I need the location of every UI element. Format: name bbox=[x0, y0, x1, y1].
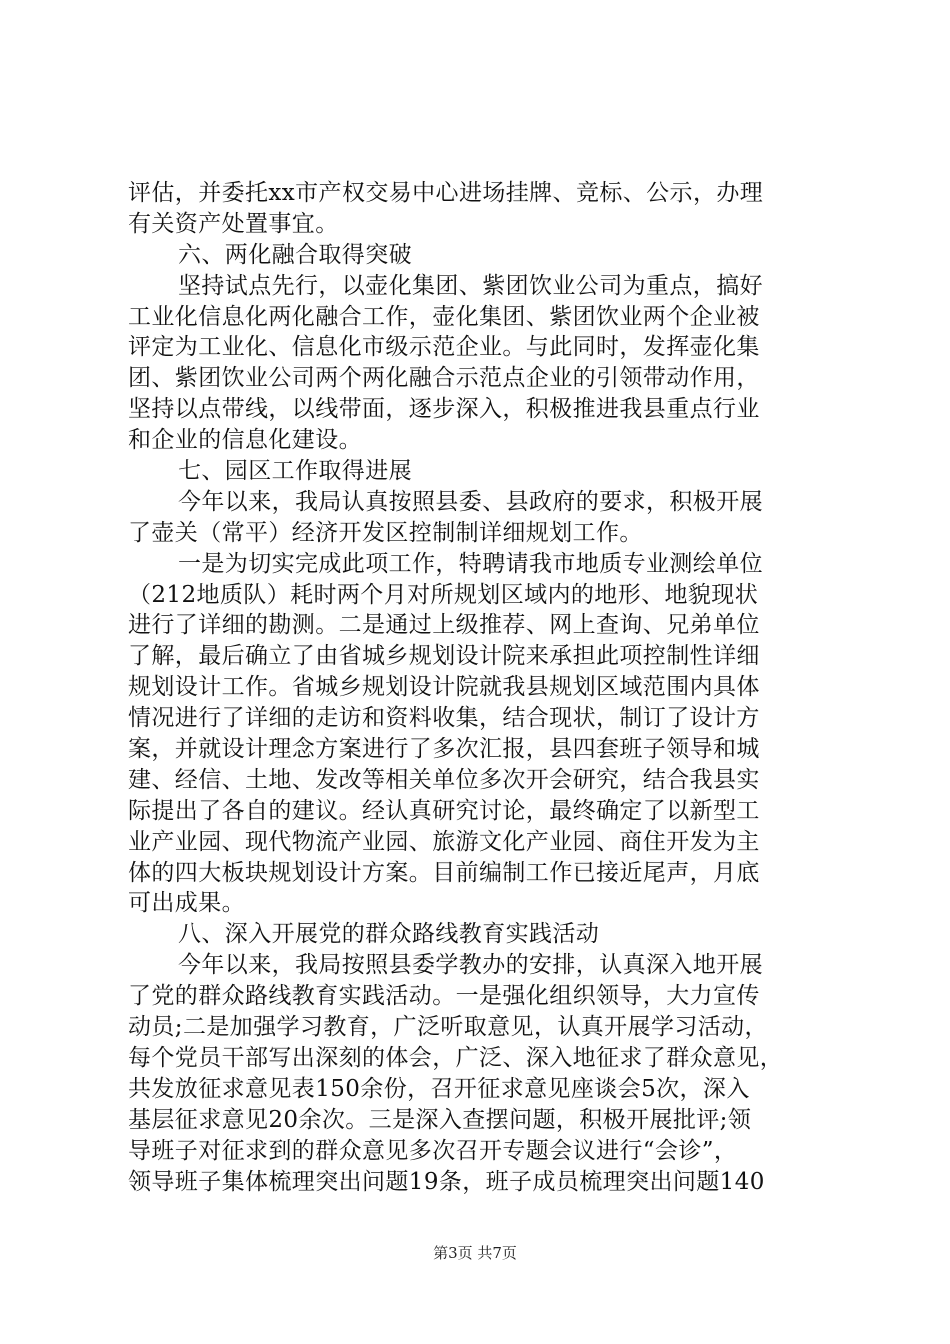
section-heading: 六、两化融合取得突破 bbox=[178, 241, 412, 268]
text-line: 规划设计工作。省城乡规划设计院就我县规划区域范围内具体 bbox=[128, 674, 760, 701]
text-line: 了壶关（常平）经济开发区控制制详细规划工作。 bbox=[128, 519, 643, 546]
text-line: 坚持以点带线，以线带面，逐步深入，积极推进我县重点行业 bbox=[128, 396, 760, 423]
text-line: 领导班子集体梳理突出问题19条，班子成员梳理突出问题140 bbox=[128, 1168, 765, 1195]
text-line: 基层征求意见20余次。三是深入查摆问题，积极开展批评;领 bbox=[128, 1106, 752, 1133]
text-line: 评定为工业化、信息化市级示范企业。与此同时，发挥壶化集 bbox=[128, 334, 760, 361]
text-line: 际提出了各自的建议。经认真研究讨论，最终确定了以新型工 bbox=[128, 797, 760, 824]
text-line: 导班子对征求到的群众意见多次召开专题会议进行“会诊”， bbox=[128, 1137, 738, 1164]
text-line: 今年以来，我局按照县委学教办的安排，认真深入地开展 bbox=[178, 952, 763, 979]
text-line: 动员;二是加强学习教育，广泛听取意见，认真开展学习活动， bbox=[128, 1014, 768, 1041]
text-line: 可出成果。 bbox=[128, 890, 245, 917]
text-line: 坚持试点先行，以壶化集团、紫团饮业公司为重点，搞好 bbox=[178, 272, 763, 299]
section-heading: 七、园区工作取得进展 bbox=[178, 458, 412, 485]
text-line: 一是为切实完成此项工作，特聘请我市地质专业测绘单位 bbox=[178, 550, 763, 577]
text-line: 有关资产处置事宜。 bbox=[128, 210, 339, 237]
text-line: 了党的群众路线教育实践活动。一是强化组织领导，大力宣传 bbox=[128, 983, 760, 1010]
text-line: （212地质队）耗时两个月对所规划区域内的地形、地貌现状 bbox=[128, 581, 759, 608]
text-line: 了解，最后确立了由省城乡规划设计院来承担此项控制性详细 bbox=[128, 643, 760, 670]
page-footer: 第3页 共7页 bbox=[433, 1244, 517, 1262]
text-line: 业产业园、现代物流产业园、旅游文化产业园、商住开发为主 bbox=[128, 828, 760, 855]
text-line: 每个党员干部写出深刻的体会，广泛、深入地征求了群众意见， bbox=[128, 1044, 784, 1071]
text-line: 建、经信、土地、发改等相关单位多次开会研究，结合我县实 bbox=[128, 766, 760, 793]
text-line: 案，并就设计理念方案进行了多次汇报，县四套班子领导和城 bbox=[128, 736, 760, 763]
section-heading: 八、深入开展党的群众路线教育实践活动 bbox=[178, 921, 600, 948]
text-line: 团、紫团饮业公司两个两化融合示范点企业的引领带动作用， bbox=[128, 365, 760, 392]
text-line: 评估，并委托xx市产权交易中心进场挂牌、竞标、公示，办理 bbox=[128, 180, 764, 206]
document-body bbox=[128, 178, 828, 1197]
text-line: 今年以来，我局认真按照县委、县政府的要求，积极开展 bbox=[178, 488, 763, 515]
text-line: 体的四大板块规划设计方案。目前编制工作已接近尾声，月底 bbox=[128, 859, 760, 886]
text-line: 和企业的信息化建设。 bbox=[128, 427, 362, 454]
text-line: 共发放征求意见表150余份，召开征求意见座谈会5次，深入 bbox=[128, 1075, 750, 1102]
text-line: 进行了详细的勘测。二是通过上级推荐、网上查询、兄弟单位 bbox=[128, 612, 760, 639]
text-line: 情况进行了详细的走访和资料收集，结合现状，制订了设计方 bbox=[128, 705, 760, 732]
text-line: 工业化信息化两化融合工作，壶化集团、紫团饮业两个企业被 bbox=[128, 303, 760, 330]
